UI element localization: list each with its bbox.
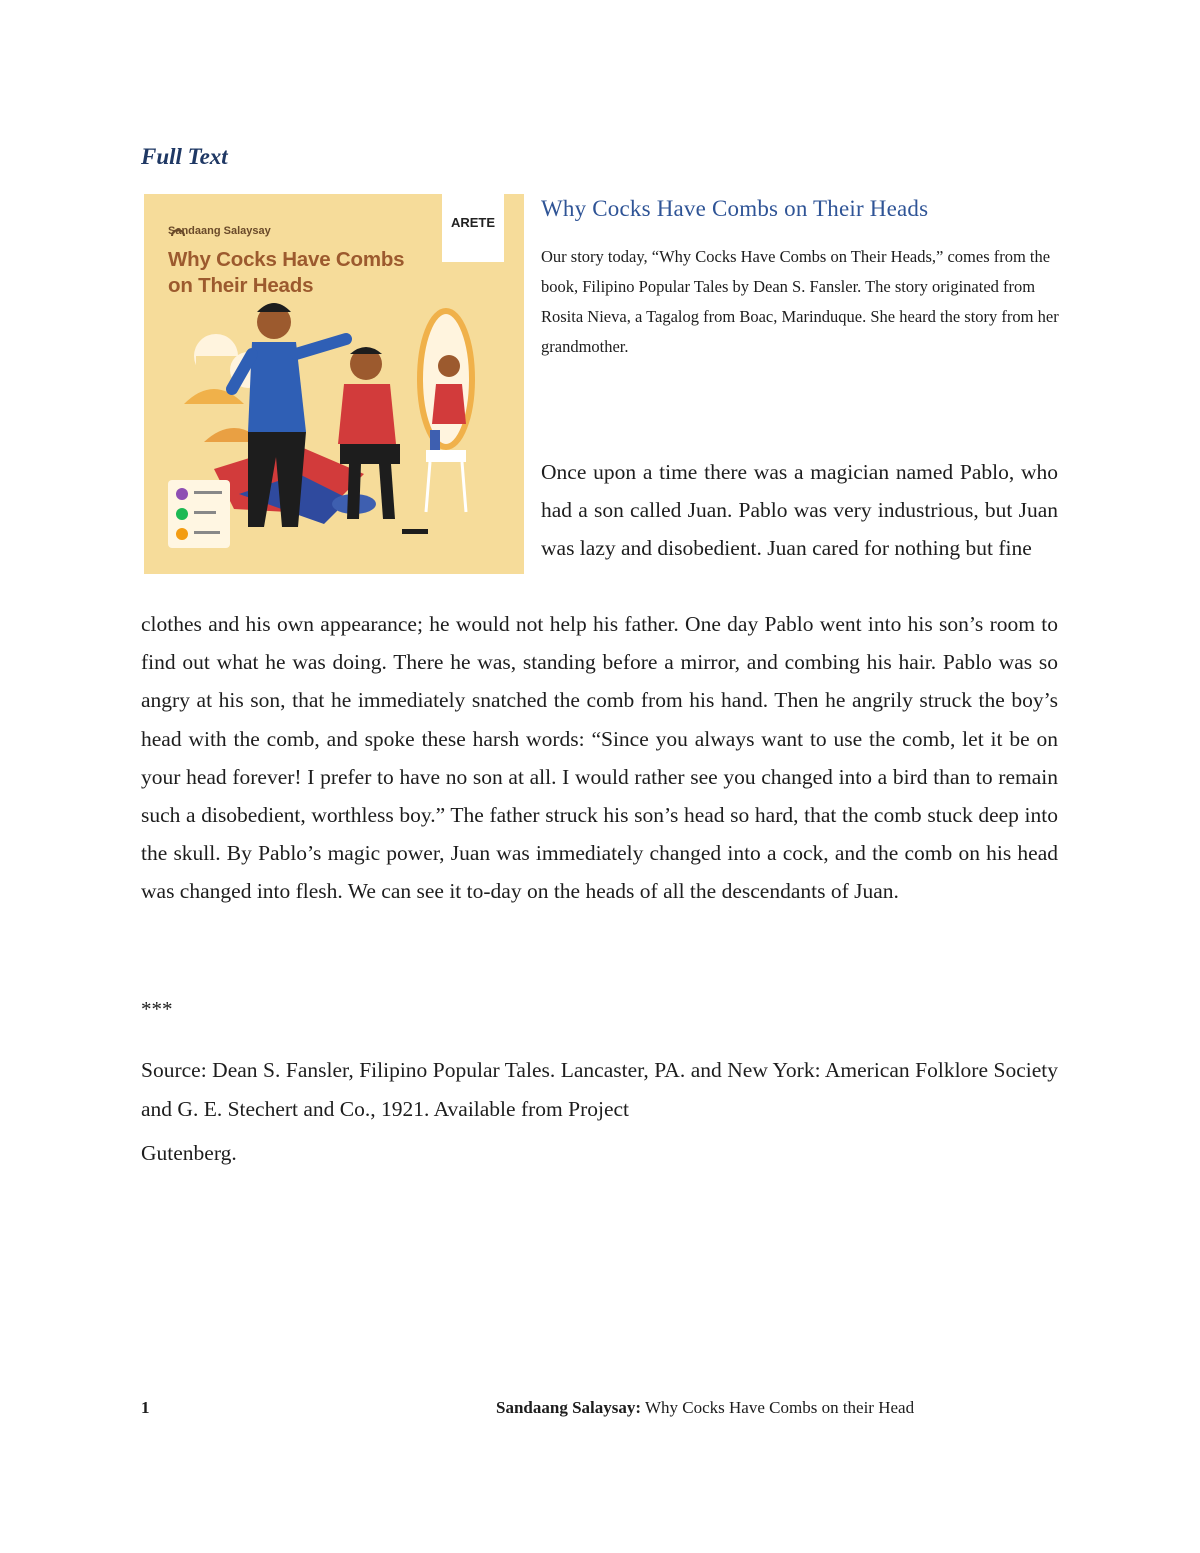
- arete-logo: ARETE: [450, 215, 496, 230]
- story-title: Why Cocks Have Combs on Their Heads: [541, 196, 929, 221]
- section-heading: Full Text: [141, 144, 228, 169]
- source-citation: Source: Dean S. Fansler, Filipino Popular Tales. Lancaster, PA. and New York: American Folklore Society and G. E. Stechert and Co., 1921. Available from Project: [141, 1058, 1058, 1121]
- story-body-part1: Once upon a time there was a magician named Pablo, who had a son called Juan. Pablo was very industrious, but Juan was lazy and disobedient. Juan cared for nothing but fine: [541, 460, 1058, 561]
- cover-image: [144, 194, 524, 574]
- cover-brand: Sandaang Salaysay: [168, 225, 271, 237]
- cover-title: Why Cocks Have Combs on Their Heads: [168, 248, 405, 297]
- story-body-part2: clothes and his own appearance; he would not help his father. One day Pablo went into his son’s room to find out what he was doing. There he was, standing before a mirror, and combing his hair. Pablo was so angry at his son, that he immediately snatched the comb from his hand. Then he angrily struck the boy’s head with the comb, and spoke these harsh words: “Since you always want to use the comb, let it be on your head forever! I prefer to have no son at all. I would rather see you changed into a bird than to remain such a disobedient, worthless boy.” The father struck his son’s head so hard, that the comb stuck deep into the skull. By Pablo’s magic power, Juan was immediately changed into a cock, and the comb on his head was changed into flesh. We can see it to-day on the heads of all the descendants of Juan.: [141, 612, 1058, 904]
- footer-series: Sandaang Salaysay:: [496, 1398, 642, 1417]
- footer-story-title: Why Cocks Have Combs on their Head: [641, 1398, 915, 1417]
- page-number: 1: [141, 1398, 150, 1417]
- footer-title: [496, 1398, 914, 1418]
- story-intro: Our story today, “Why Cocks Have Combs on Their Heads,” comes from the book, Filipino Popular Tales by Dean S. Fansler. The story originated from Rosita Nieva, a Tagalog from Boac, Marinduque. She heard the story from her grandmother.: [541, 247, 1059, 356]
- section-separator: ***: [141, 997, 173, 1021]
- source-citation-tail: Gutenberg.: [141, 1141, 237, 1165]
